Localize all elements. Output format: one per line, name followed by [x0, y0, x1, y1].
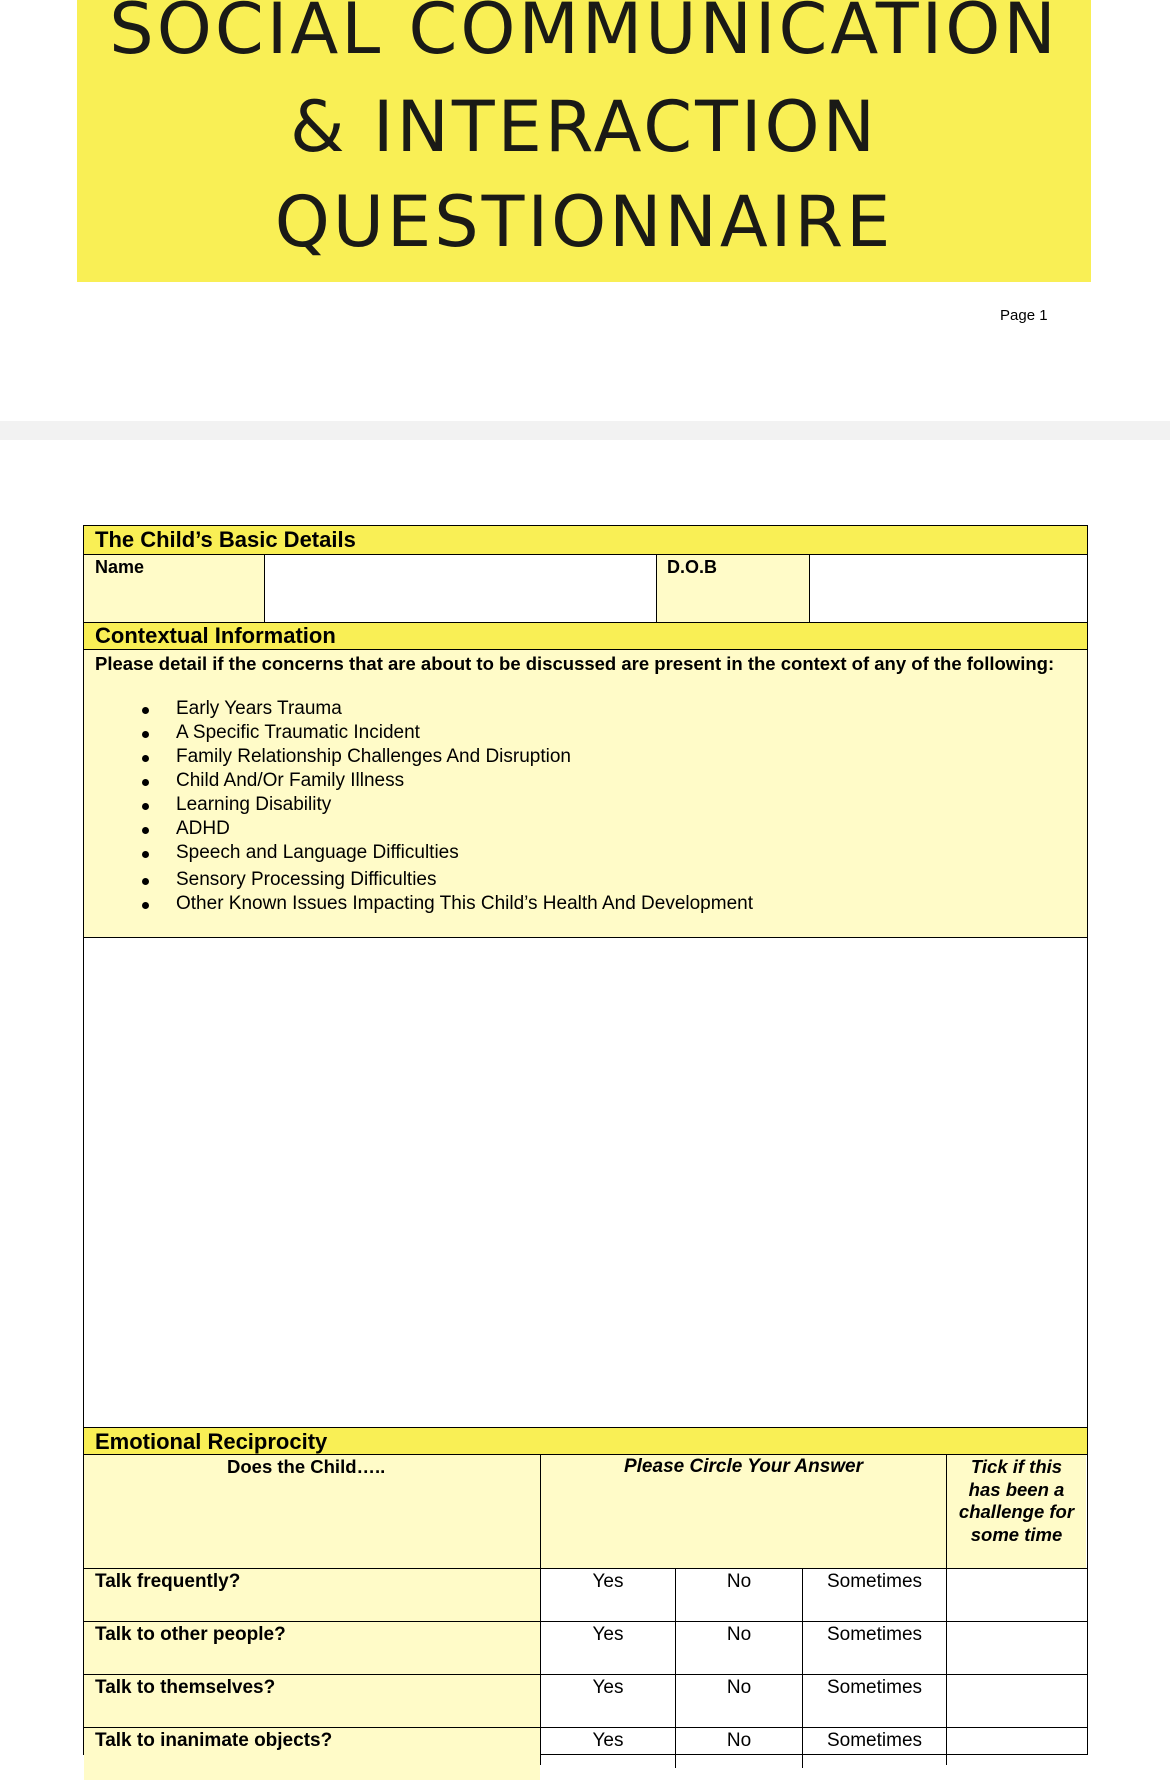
- answer-sometimes[interactable]: Sometimes: [826, 1624, 923, 1645]
- answer-col-header: [541, 1455, 946, 1568]
- name-field[interactable]: [265, 555, 656, 622]
- title-line-1: SOCIAL COMMUNICATION: [109, 0, 1059, 70]
- tick-col-heading: Tick if this has been a challenge for some time: [958, 1456, 1075, 1545]
- basic-details-heading: The Child’s Basic Details: [95, 527, 356, 552]
- tick-col-header: [947, 1455, 1086, 1568]
- answer-no[interactable]: No: [726, 1571, 752, 1592]
- page-number: Page 1: [1000, 307, 1048, 324]
- list-item: ADHD: [95, 817, 1076, 841]
- table-row: [84, 1728, 540, 1780]
- dob-label: D.O.B: [667, 557, 718, 577]
- title-banner: [77, 0, 1091, 282]
- list-item: Sensory Processing Difficulties: [95, 868, 1076, 892]
- bullet-icon: [142, 902, 149, 909]
- contextual-info-cell: [84, 650, 1087, 937]
- answer-no[interactable]: No: [726, 1677, 752, 1698]
- tick-box[interactable]: [947, 1569, 1086, 1621]
- table-row: [84, 1569, 540, 1621]
- dob-field[interactable]: [810, 555, 1086, 622]
- answer-no[interactable]: No: [726, 1730, 752, 1751]
- name-label: Name: [95, 557, 145, 577]
- table-row: [84, 1675, 540, 1727]
- contextual-header: [84, 623, 1087, 650]
- list-item: Other Known Issues Impacting This Child’s Health And Development: [95, 892, 1076, 916]
- answer-col-heading: Please Circle Your Answer: [623, 1456, 864, 1477]
- bullet-icon: [142, 731, 149, 738]
- bullet-icon: [142, 827, 149, 834]
- answer-yes[interactable]: Yes: [592, 1624, 624, 1645]
- question-text: Talk to inanimate objects?: [95, 1730, 333, 1751]
- tick-box[interactable]: [947, 1675, 1086, 1727]
- contextual-answer-area[interactable]: [84, 938, 1087, 1427]
- list-item: A Specific Traumatic Incident: [95, 721, 1076, 745]
- tick-box[interactable]: [947, 1622, 1086, 1674]
- question-text: Talk to themselves?: [95, 1677, 276, 1698]
- title-line-2: & INTERACTION: [289, 86, 879, 168]
- question-text: Talk frequently?: [95, 1571, 241, 1592]
- dob-label-cell: [657, 555, 809, 622]
- name-label-cell: [84, 555, 264, 622]
- list-item: Learning Disability: [95, 793, 1076, 817]
- answer-yes[interactable]: Yes: [592, 1677, 624, 1698]
- page-separator: [0, 421, 1170, 440]
- bullet-icon: [142, 755, 149, 762]
- question-col-heading: Does the Child…..: [227, 1456, 386, 1477]
- answer-yes[interactable]: Yes: [592, 1571, 624, 1592]
- contextual-heading: Contextual Information: [95, 623, 336, 648]
- contextual-list: [95, 697, 1076, 916]
- bullet-icon: [142, 851, 149, 858]
- table-row: [84, 1622, 540, 1674]
- bullet-icon: [142, 779, 149, 786]
- answer-sometimes[interactable]: Sometimes: [826, 1677, 923, 1698]
- bullet-icon: [142, 878, 149, 885]
- answer-sometimes[interactable]: Sometimes: [826, 1571, 923, 1592]
- emotional-heading: Emotional Reciprocity: [95, 1429, 328, 1454]
- list-item: Early Years Trauma: [95, 697, 1076, 721]
- contextual-prompt: Please detail if the concerns that are about to be discussed are present in the context of any of the following:: [95, 653, 1055, 674]
- answer-sometimes[interactable]: Sometimes: [826, 1730, 923, 1751]
- question-col-header: [84, 1455, 540, 1568]
- title-line-3: QUESTIONNAIRE: [274, 181, 894, 263]
- basic-details-header: [84, 526, 1087, 555]
- answer-yes[interactable]: Yes: [592, 1730, 624, 1751]
- list-item: Speech and Language Difficulties: [95, 841, 1076, 865]
- list-item: Family Relationship Challenges And Disruption: [95, 745, 1076, 769]
- list-item: Child And/Or Family Illness: [95, 769, 1076, 793]
- answer-no[interactable]: No: [726, 1624, 752, 1645]
- bullet-icon: [142, 707, 149, 714]
- bullet-icon: [142, 803, 149, 810]
- tick-box[interactable]: [947, 1728, 1086, 1780]
- question-text: Talk to other people?: [95, 1624, 286, 1645]
- emotional-header: [84, 1428, 1087, 1455]
- questionnaire-form: [83, 525, 1088, 1755]
